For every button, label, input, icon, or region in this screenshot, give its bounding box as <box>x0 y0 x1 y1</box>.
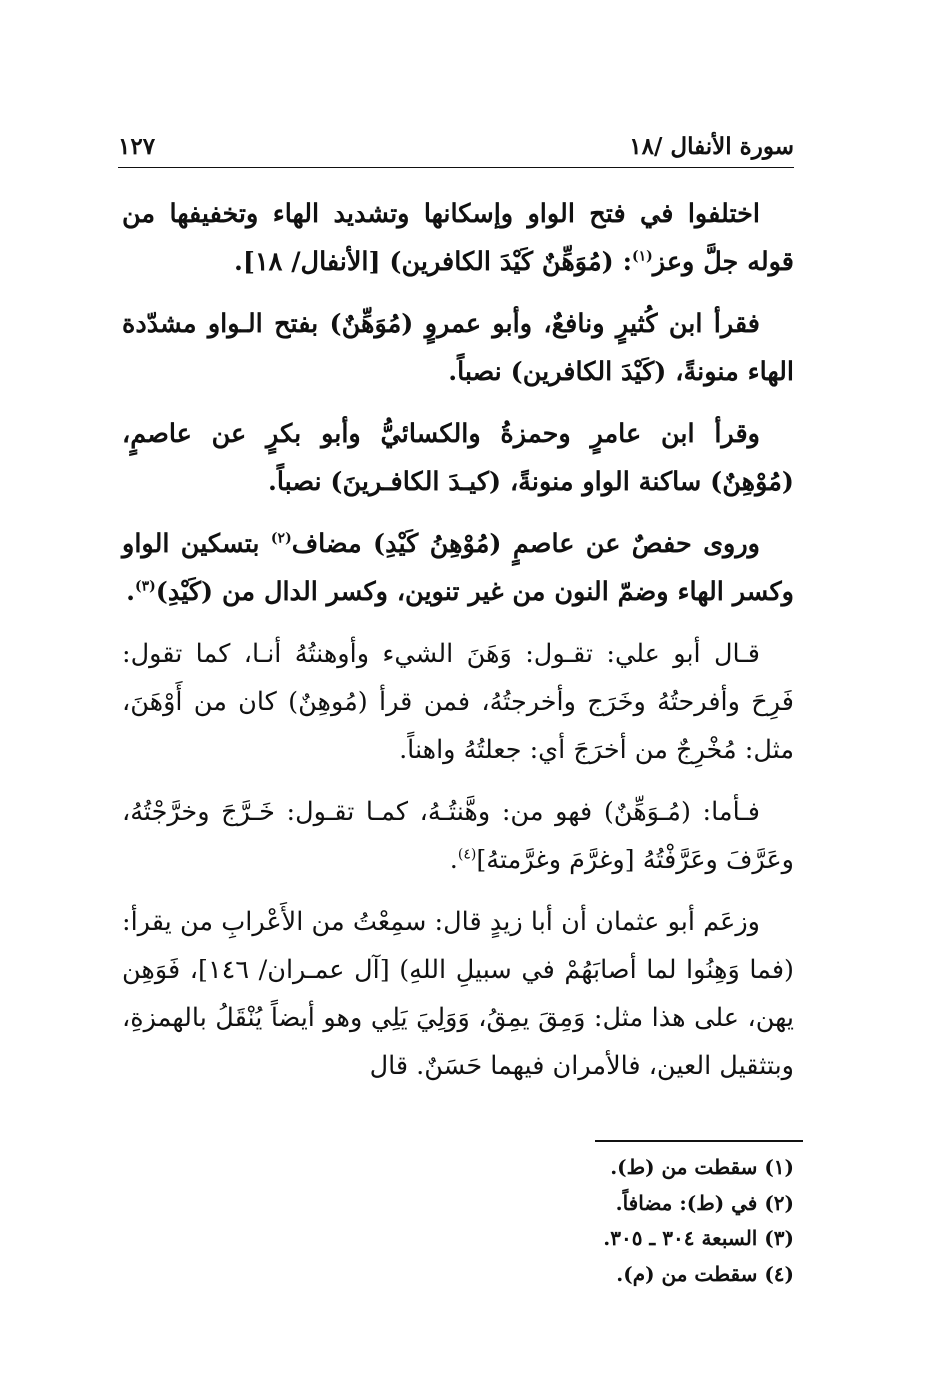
footnote-3: (٣) السبعة ٣٠٤ ـ ٣٠٥. <box>603 1226 794 1250</box>
footnote-1: (١) سقطت من (ط). <box>610 1155 794 1179</box>
footnote-ref-2: (٢) <box>270 530 292 547</box>
footnote-ref-1: (١) <box>631 248 653 265</box>
footnotes <box>400 1150 794 1292</box>
paragraph-6: فـأما: (مُـوَهِّنٌ) فهو من: وهَّنتُـهُ، كمـا تقـول: خَـرَّجَ وخرَّجْتُهُ، وعَرَّفَ وعَرَّفْتُهُ [وغرَّمَ وغرَّمتهُ]$^{(٤)}$. <box>122 797 794 875</box>
running-title: سورة الأنفال /١٨ <box>629 133 794 160</box>
header-divider <box>118 167 794 168</box>
paragraph-1: اختلفوا في فتح الواو وإسكانها وتشديد الهاء وتخفيفها من قوله جلَّ وعز$^{(١)}$: (مُوَهِّنٌ كَيْدَ الكافرين) [الأنفال/ ١٨]. <box>122 199 794 277</box>
paragraph-4: وروى حفصٌ عن عاصمٍ (مُوْهِنُ كَيْدِ) مضاف$^{(٢)}$ بتسكين الواو وكسر الهاء وضمّ النون من غير تنوين، وكسر الدال من (كَيْدِ)$^{(٣)}$. <box>122 529 794 607</box>
footnote-ref-3: (٣) <box>134 578 156 595</box>
paragraph-2: فقرأ ابن كُثيرٍ ونافعٌ، وأبو عمروٍ (مُوَهِّنٌ) بفتح الـواو مشدّدة الهاء منونةً، (كَيْدَ الكافرين) نصباً. <box>122 309 794 387</box>
footnote-divider <box>595 1140 803 1142</box>
footnote-4: (٤) سقطت من (م). <box>616 1261 794 1286</box>
footnote-2: (٢) في (ط): مضافاً. <box>615 1190 794 1215</box>
paragraph-7: وزعَم أبو عثمان أن أبا زيدٍ قال: سمِعْتُ من الأَعْرابِ من يقرأ: (فما وَهِنُوا لما أصابَهُمْ في سبيلِ اللهِ) [آل عمـران/ ١٤٦]، فَوَهِن يهن، على هذا مثل: وَمِقَ يمِقُ، وَوَلِيَ يَلِي وهو أيضاً يُنْقَلُ بالهمزةِ، وبتثقيل العين، فالأمران فيهما حَسَنٌ. قال <box>122 907 794 1081</box>
page-number: ١٢٧ <box>118 133 156 160</box>
main-text <box>122 190 794 1104</box>
paragraph-5: قـال أبو علي: تقـول: وَهَنَ الشيء وأوهنتُهُ أنـا، كما تقول: فَرِحَ وأفرحتُهُ وخَرَج وأخرجتُهُ، فمن قرأ (مُوهِنٌ) كان من أَوْهَنَ، مثل: مُخْرِجٌ من أخرَجَ أي: جعلتُهُ واهناً. <box>122 639 794 765</box>
page-header <box>118 120 794 160</box>
paragraph-3: وقرأ ابن عامرٍ وحمزةُ والكسائيُّ وأبو بكرٍ عن عاصمٍ، (مُوْهِنٌ) ساكنة الواو منونةً، (كيـدَ الكافـرينَ) نصباً. <box>122 419 794 497</box>
footnote-ref-4: (٤) <box>457 846 477 863</box>
